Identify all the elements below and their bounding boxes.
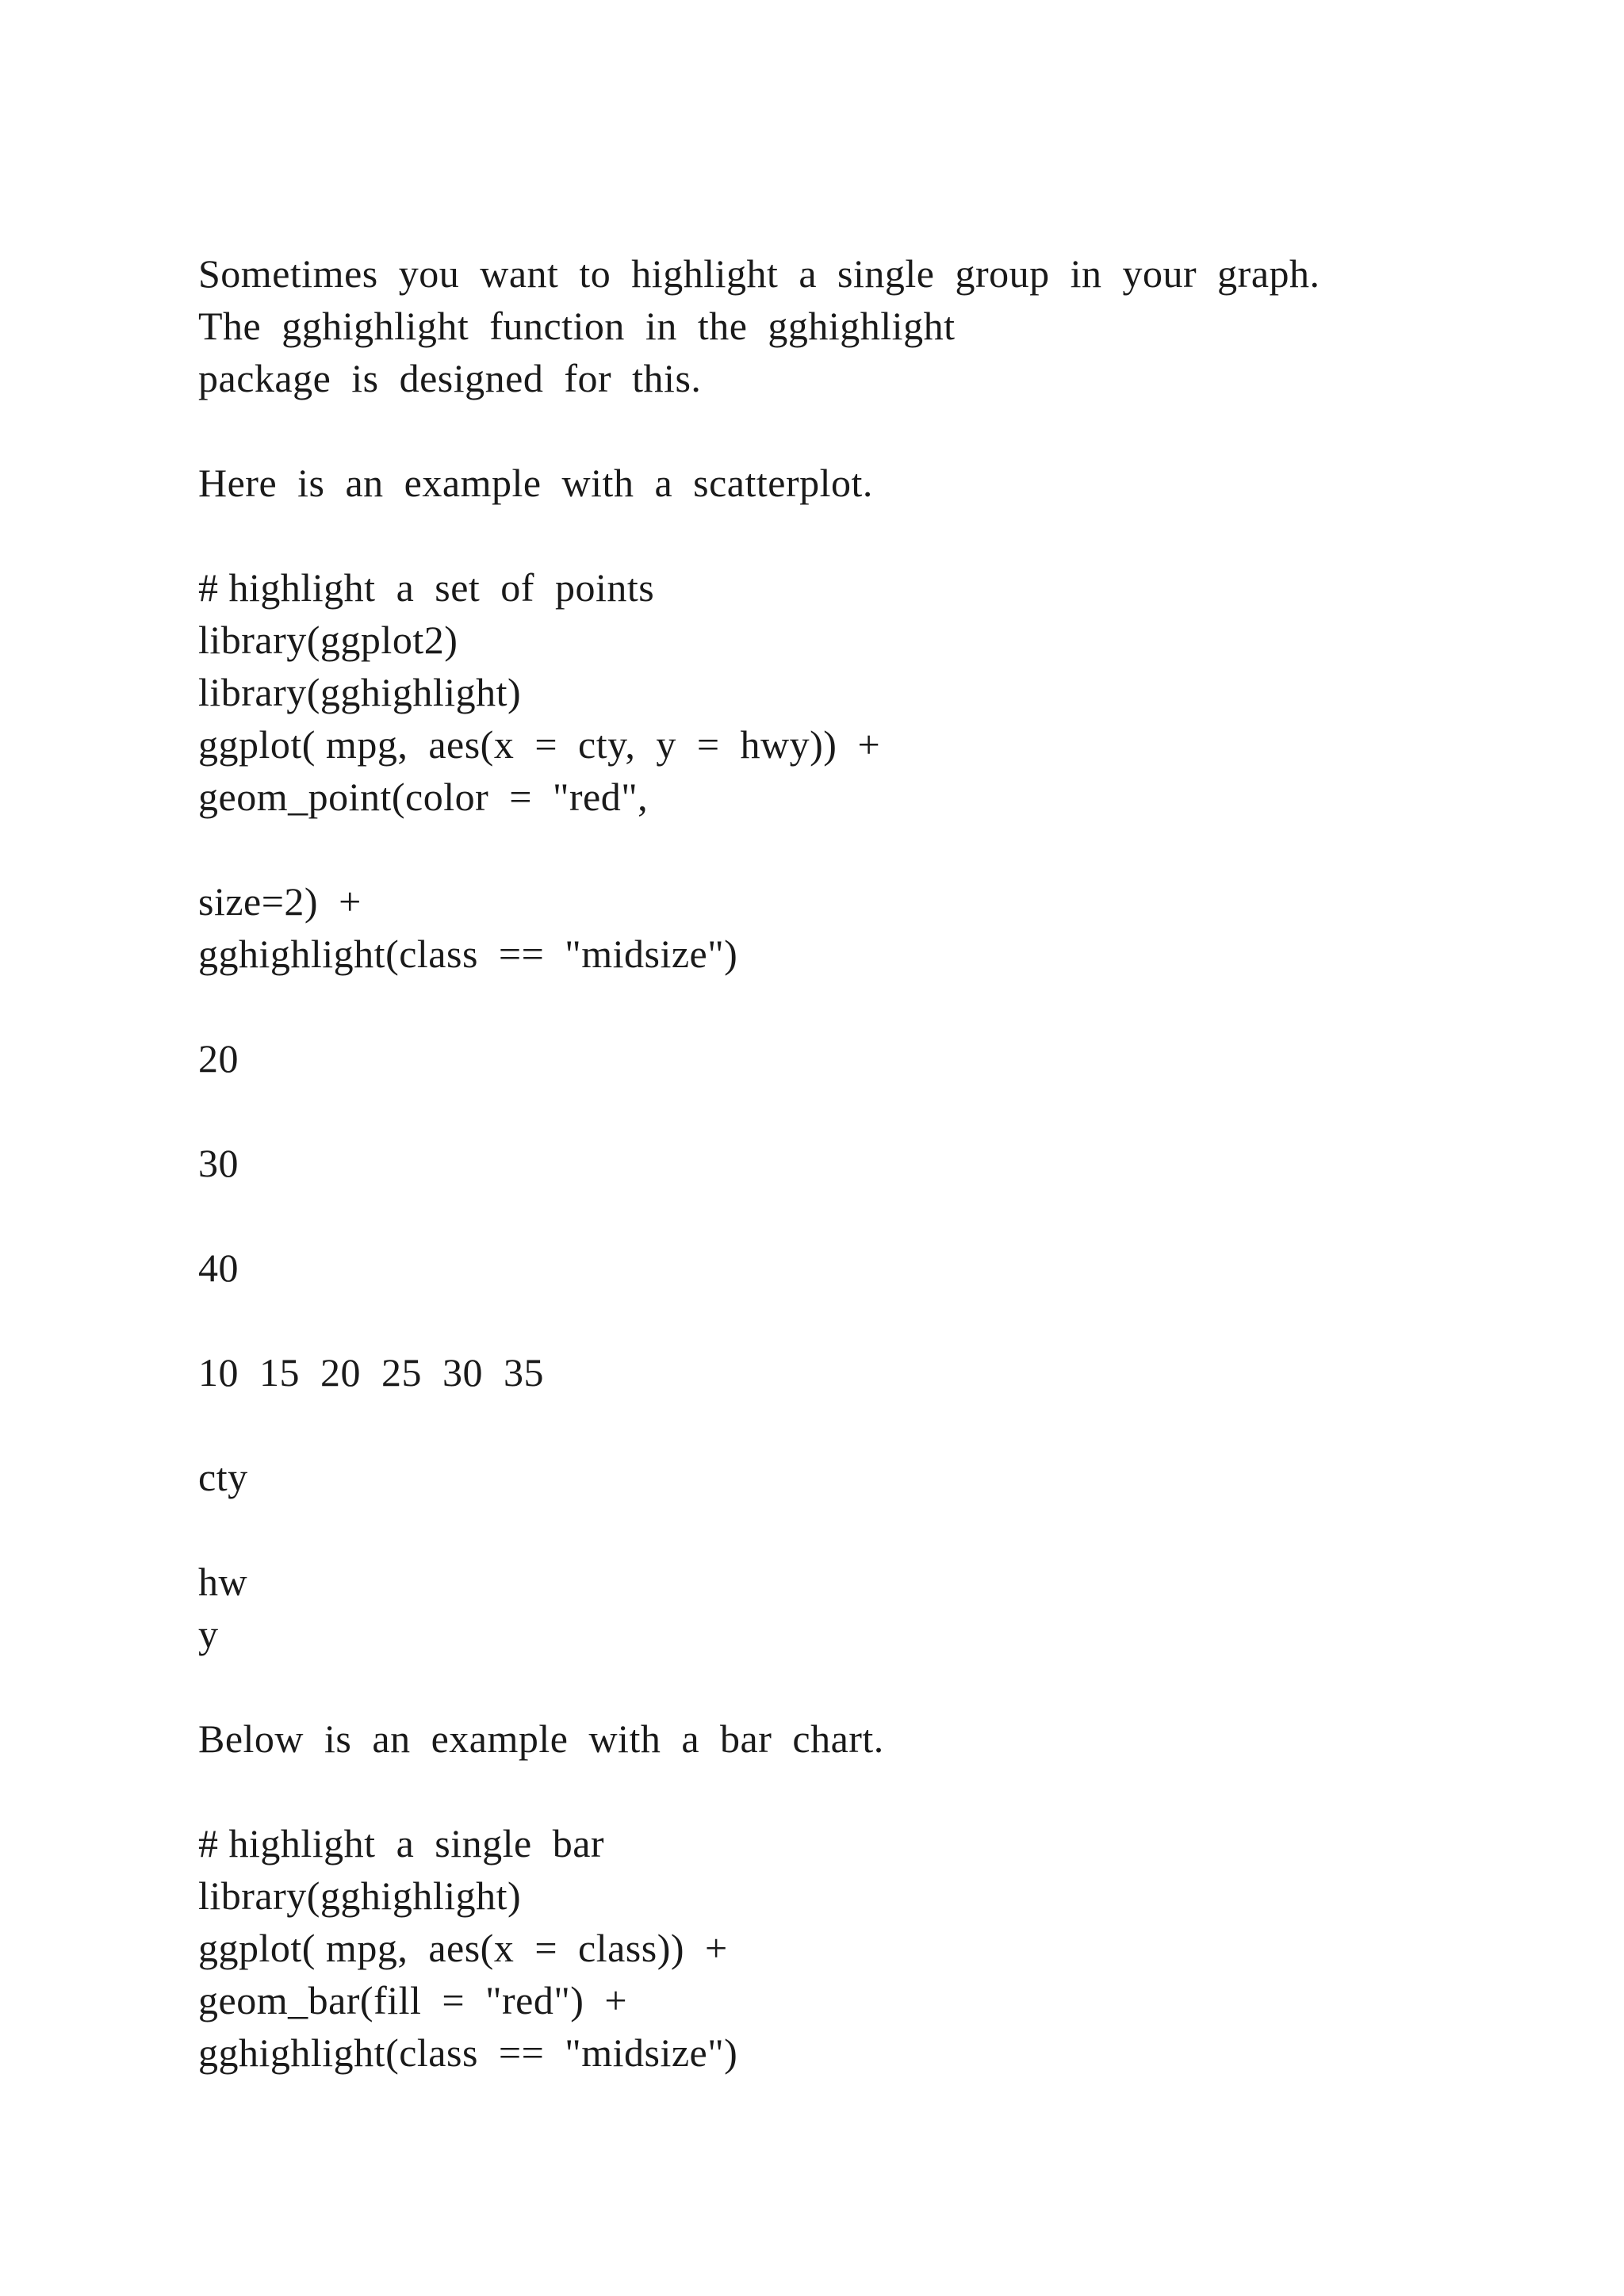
bar-intro: Below is an example with a bar chart.: [198, 1716, 884, 1761]
axis-label-hw: hw: [198, 1559, 248, 1604]
intro-line-1: Sometimes you want to highlight a single group in your graph.: [198, 251, 1320, 296]
code-gghighlight-scatter: gghighlight(class == "midsize"): [198, 932, 738, 976]
intro-line-3: package is designed for this.: [198, 356, 702, 400]
code-library-gghighlight: library(gghighlight): [198, 670, 522, 714]
code-geom-bar: geom_bar(fill = "red") +: [198, 1978, 628, 2022]
code-gghighlight-bar: gghighlight(class == "midsize"): [198, 2030, 738, 2075]
code-ggplot-scatter: ggplot( mpg, aes(x = cty, y = hwy)) +: [198, 722, 881, 767]
code-geom-point: geom_point(color = "red",: [198, 775, 649, 819]
code-ggplot-bar: ggplot( mpg, aes(x = class)) +: [198, 1926, 728, 1970]
scatter-intro: Here is an example with a scatterplot.: [198, 461, 873, 505]
axis-tick-30: 30: [198, 1141, 239, 1185]
axis-tick-40: 40: [198, 1246, 239, 1290]
code-size: size=2) +: [198, 879, 362, 924]
axis-tick-20: 20: [198, 1036, 239, 1081]
code-comment-scatter: # highlight a set of points: [198, 565, 655, 610]
axis-ticks-x: 10 15 20 25 30 35: [198, 1350, 544, 1395]
intro-line-2: The gghighlight function in the gghighlight: [198, 304, 956, 348]
code-library-gghighlight-2: library(gghighlight): [198, 1873, 522, 1918]
code-comment-bar: # highlight a single bar: [198, 1821, 605, 1866]
code-library-ggplot2: library(ggplot2): [198, 618, 458, 662]
axis-label-cty: cty: [198, 1455, 248, 1499]
axis-label-y: y: [198, 1612, 219, 1656]
